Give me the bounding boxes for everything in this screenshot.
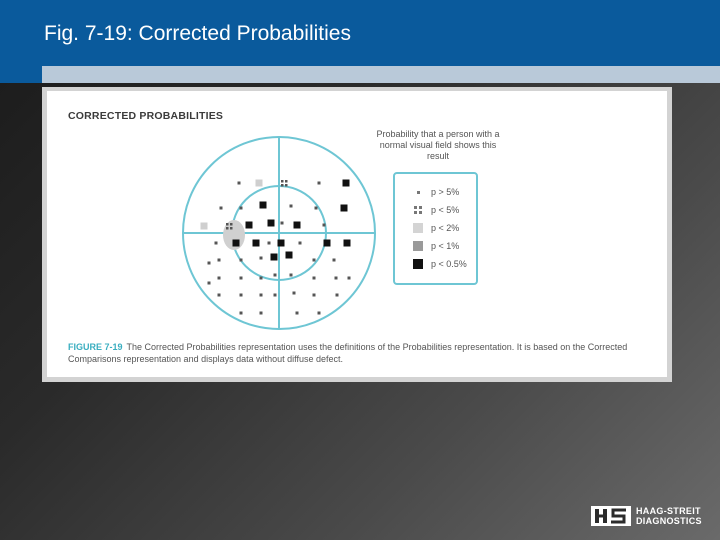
point-dot — [274, 294, 277, 297]
legend-item-p-lt-0-5 — [413, 258, 467, 270]
single-dot-icon — [413, 187, 423, 197]
legend-item-p-lt-1 — [413, 240, 459, 252]
figure-panel — [42, 87, 672, 382]
legend-label: p < 1% — [431, 241, 460, 251]
point-dot — [215, 242, 218, 245]
point-black — [341, 205, 348, 212]
caption-text: The Corrected Probabilities representation uses the definitions of the Probabilities representation. It is based on the Corrected Comparisons representation and displays data without diffuse defect. — [68, 342, 628, 364]
legend-label: p > 5% — [431, 187, 460, 197]
legend-item-p-gt-5 — [413, 186, 459, 198]
accent-bar — [42, 66, 720, 83]
point-dot — [323, 224, 326, 227]
point-dot — [218, 259, 221, 262]
point-black — [294, 222, 301, 229]
point-black — [268, 220, 275, 227]
point-dot — [315, 207, 318, 210]
figure-caption — [68, 341, 653, 365]
four-dots-icon — [413, 205, 423, 215]
point-dot — [313, 277, 316, 280]
point-black — [344, 240, 351, 247]
legend-label: p < 5% — [431, 205, 460, 215]
point-dot — [313, 294, 316, 297]
figure-card — [47, 91, 667, 377]
point-dot — [268, 242, 271, 245]
black-square-icon — [413, 259, 423, 269]
point-dot — [336, 294, 339, 297]
point-black — [246, 222, 253, 229]
point-dot — [281, 222, 284, 225]
point-black — [260, 202, 267, 209]
point-dot — [318, 182, 321, 185]
point-black — [271, 254, 278, 261]
visual-field-plot — [179, 133, 379, 333]
point-black — [233, 240, 240, 247]
point-dot — [240, 312, 243, 315]
field-points — [201, 180, 351, 315]
point-dot — [335, 277, 338, 280]
point-dot — [218, 294, 221, 297]
point-dot — [318, 312, 321, 315]
point-dot — [208, 282, 211, 285]
point-black — [343, 180, 350, 187]
light-gray-square-icon — [413, 223, 423, 233]
point-light-gray — [201, 223, 208, 230]
point-dot — [240, 259, 243, 262]
legend-item-p-lt-5 — [413, 204, 459, 216]
haag-streit-logo — [591, 506, 702, 526]
figure-heading: CORRECTED PROBABILITIES — [68, 110, 224, 122]
point-dot — [290, 205, 293, 208]
logo-line-2: DIAGNOSTICS — [636, 516, 702, 526]
point-black — [286, 252, 293, 259]
point-dot — [208, 262, 211, 265]
caption-label: FIGURE 7-19 — [68, 342, 123, 352]
legend-description: Probability that a person with a normal visual field shows this result — [376, 129, 500, 161]
point-dot — [220, 207, 223, 210]
point-dot — [348, 277, 351, 280]
point-dot — [240, 207, 243, 210]
point-light-gray — [256, 180, 263, 187]
point-dot — [333, 259, 336, 262]
point-black — [324, 240, 331, 247]
point-dot — [240, 294, 243, 297]
point-dot — [260, 277, 263, 280]
point-dot — [238, 182, 241, 185]
slide-title: Fig. 7-19: Corrected Probabilities — [44, 22, 351, 45]
legend-box — [393, 172, 478, 285]
point-dot — [240, 277, 243, 280]
legend-item-p-lt-2 — [413, 222, 459, 234]
point-dot — [313, 259, 316, 262]
point-dot — [296, 312, 299, 315]
point-dot — [274, 274, 277, 277]
logo-text — [636, 506, 702, 526]
legend-label: p < 0.5% — [431, 259, 467, 269]
point-dot — [293, 292, 296, 295]
point-dot — [260, 312, 263, 315]
point-black — [278, 240, 285, 247]
point-dot — [218, 277, 221, 280]
hs-logo-mark-icon — [591, 506, 631, 526]
logo-line-1: HAAG-STREIT — [636, 506, 701, 516]
point-dot — [260, 257, 263, 260]
gray-square-icon — [413, 241, 423, 251]
point-dot — [299, 242, 302, 245]
point-dot — [290, 274, 293, 277]
legend-label: p < 2% — [431, 223, 460, 233]
point-black — [253, 240, 260, 247]
point-dot — [260, 294, 263, 297]
